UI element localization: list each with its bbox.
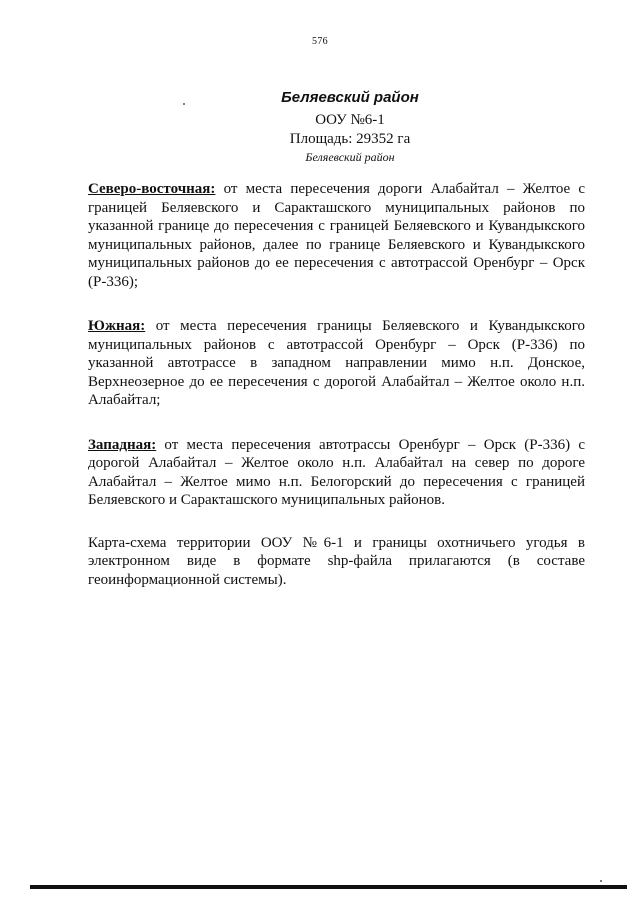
section-northeast [88,180,585,291]
document-body [88,180,585,615]
page-number: 576 [312,36,328,47]
oou-number: ООУ №6-1 [315,112,385,128]
area-value: Площадь: 29352 га [289,131,411,147]
header-block [0,88,640,165]
section-label-south: Южная: [88,318,146,334]
section-label-northeast: Северо-восточная: [88,181,216,197]
scan-speck [183,103,185,105]
section-label-west: Западная: [88,436,157,453]
closing-paragraph: Карта-схема территории ООУ №6-1 и границы охотничьего угодья в электронном виде в формате shp-файла прилагаются (в составе геоинформационной системы). [88,534,585,588]
section-text-west: от места пересечения автотрассы Оренбург – Орск (Р-336) с дорогой Алабайтал – Желтое около н.п. Алабайтал на север по дороге Алабайтал – Желтое мимо н.п. Белогорский до пересечения с границей Беляевского и Саракташского муниципальных районов. [88,436,585,508]
section-west [88,436,585,510]
footer-rule [30,885,627,889]
section-text-south: от места пересечения границы Беляевского и Кувандыкского муниципальных районов с автотрассой Оренбург – Орск (Р-336) по указанной автотрассе в западном направлении мимо н.п. Донское, Верхнеозерное до ее пересечения с дорогой Алабайтал – Желтое около н.п. Алабайтал; [88,318,585,408]
scan-speck [600,880,602,882]
section-text-northeast: от места пересечения дороги Алабайтал – Желтое с границей Беляевского и Саракташского муниципальных районов по указанной границе до пересечения с границей Беляевского и Кувандыкского муниципальных районов, далее по границе Беляевского и Кувандыкского муниципальных районов до ее пересечения с автотрассой Оренбург – Орск (Р-336); [88,181,585,290]
section-south [88,317,585,410]
district-subtitle: Беляевский район [305,150,395,164]
district-title: Беляевский район [281,89,419,106]
